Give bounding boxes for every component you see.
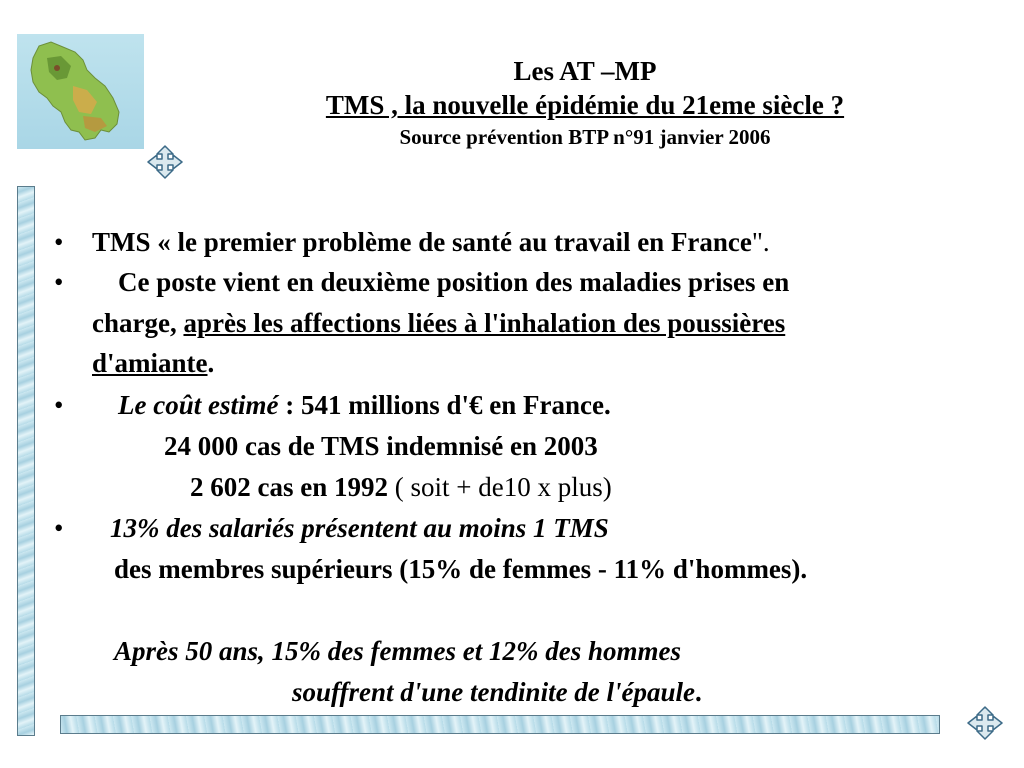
decorative-vertical-bar	[17, 186, 35, 736]
bullet-symbol: •	[54, 227, 64, 257]
bullet-1-suffix: ".	[751, 227, 770, 257]
slide-title	[150, 54, 1020, 152]
bullet-4-period: .	[695, 677, 702, 707]
bullet-4-italic-end: souffrent d'une tendinite de l'épaule	[292, 677, 696, 707]
bullet-2-line-3	[92, 344, 214, 382]
bullet-4-line-2: des membres supérieurs (15% de femmes - 11% d'hommes).	[114, 554, 808, 584]
bullet-4-line-4	[292, 673, 702, 711]
bullet-2-period: .	[207, 348, 215, 378]
decorative-horizontal-bar	[60, 715, 940, 734]
bullet-symbol: •	[54, 267, 64, 297]
bullet-3-line-3	[190, 468, 612, 506]
bullet-3-normal: ( soit + de10 x plus)	[388, 472, 612, 502]
bullet-2-underlined-end: d'amiante	[92, 348, 208, 378]
bullet-3-italic: Le coût estimé	[118, 390, 279, 420]
bullet-1-main: TMS « le premier problème de santé au travail en France	[92, 227, 752, 257]
bullet-2-plain: charge,	[92, 308, 184, 338]
bullet-1-text	[92, 223, 770, 261]
bullet-symbol: •	[54, 390, 64, 420]
bullet-4-line-1: 13% des salariés présentent au moins 1 TMS	[110, 513, 609, 543]
bullet-2-line-1: Ce poste vient en deuxième position des maladies prises en	[118, 267, 790, 297]
four-way-arrow-icon[interactable]	[962, 706, 1008, 740]
source-line: Source prévention BTP n°91 janvier 2006	[399, 125, 771, 149]
bullet-4-line-3: Après 50 ans, 15% des femmes et 12% des hommes	[114, 636, 681, 666]
bullet-symbol: •	[54, 513, 64, 543]
bullet-3-line-1	[118, 386, 611, 424]
bullet-3-rest: : 541 millions d'€ en France.	[278, 390, 611, 420]
bullet-3-bold: 2 602 cas en 1992	[190, 472, 388, 502]
bullet-2-line-2	[92, 304, 785, 342]
martinique-map-icon	[17, 34, 144, 149]
bullet-2-underlined: après les affections liées à l'inhalation des poussières	[183, 308, 786, 338]
title-line-2: TMS , la nouvelle épidémie du 21eme siècle ?	[325, 90, 845, 120]
title-line-1: Les AT –MP	[513, 56, 657, 86]
bullet-3-line-2: 24 000 cas de TMS indemnisé en 2003	[164, 431, 598, 461]
